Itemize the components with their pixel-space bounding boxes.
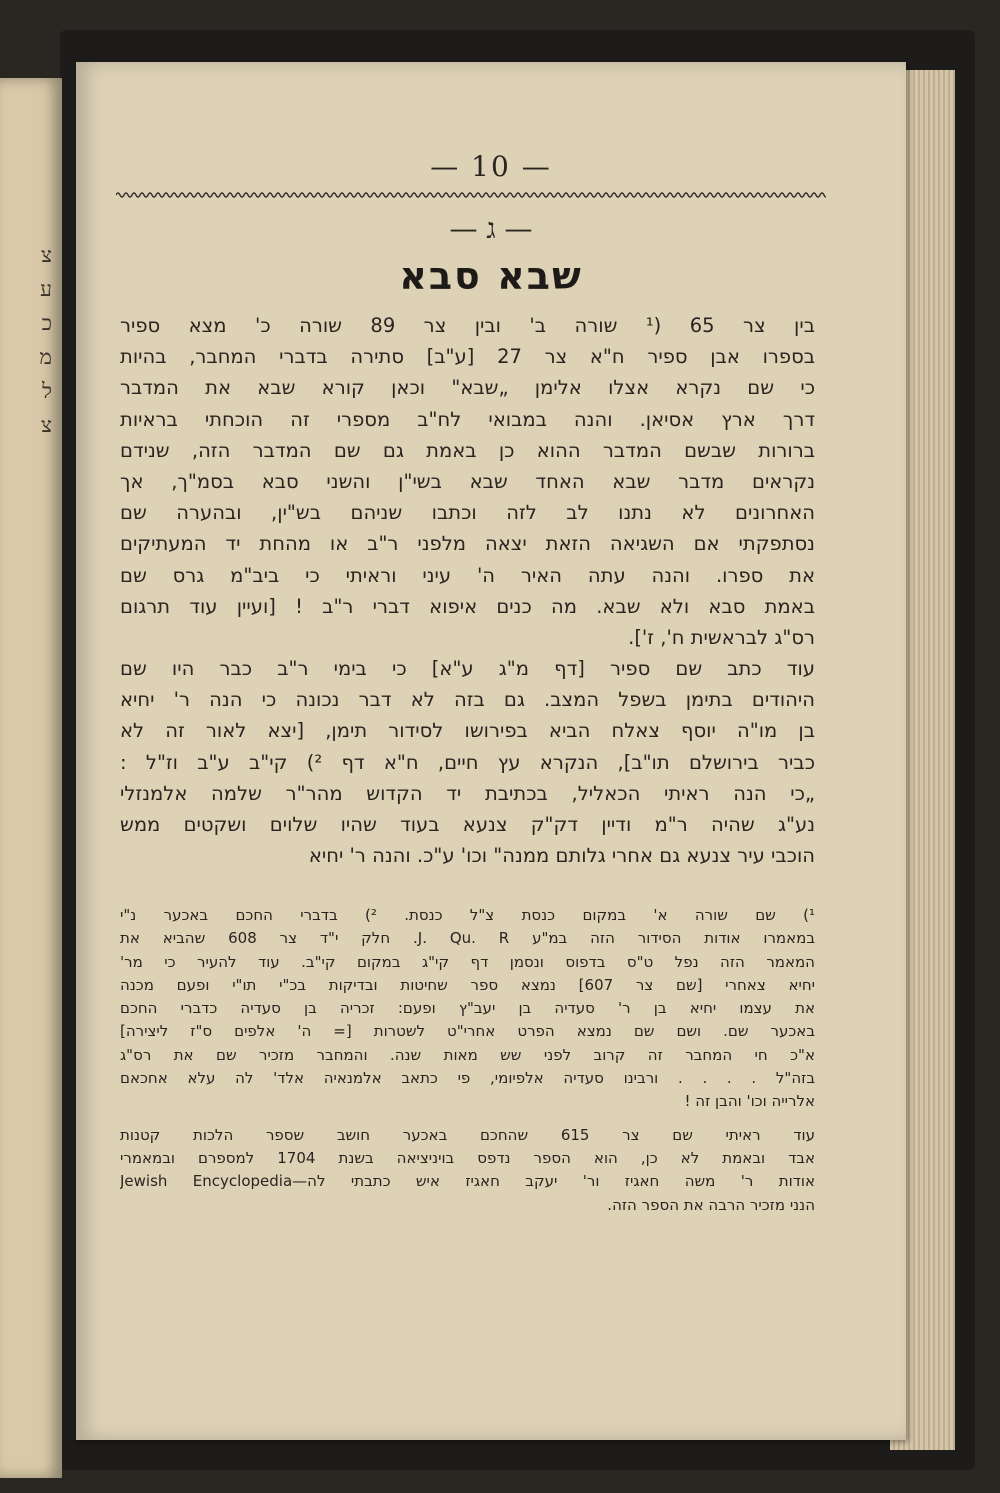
text-line: „כי הנה ראיתי הכאליל, בכתיבת יד הקדוש מהר"ר שלמה אלמנזלי xyxy=(120,781,815,805)
left-page-letter: מ xyxy=(39,345,52,369)
text-line: בין צר 65 (¹ שורה ב' ובין צר 89 שורה כ' מצא ספיר xyxy=(120,314,815,337)
footnote-line: אבד ובאמת לא כן, הוא הספר נדפס בויניציאה בשנת 1704 למספרם ובמאמרי xyxy=(120,1148,815,1167)
footnote-line: באכער שם. ושם שם נמצא הפרט אחרי"ט לשטרות [= ה' אלפים ס"ז ליצירה] xyxy=(120,1022,815,1041)
footnote-line: את עצמו יחיא בן ר' סעדיה בן יעב"ץ ופעם: זכריה בן סעדיה כדברי החכם xyxy=(120,999,815,1018)
footnote-line: עוד ראיתי שם צר 615 שהחכם באכער חושב שספר הלכות קטנות xyxy=(120,1125,815,1144)
body-text xyxy=(120,310,815,871)
footnote-line: בזה"ל . . . . ורבינו סעדיה אלפיומי, פי כתאב אלמנאיה אלד' לה עלא אחכאם xyxy=(120,1069,815,1088)
text-line: הוכבי עיר צנעא גם אחרי גלותם ממנה" וכו' ע"כ. והנה ר' יחיא xyxy=(308,844,815,868)
wavy-divider xyxy=(116,190,826,200)
footnotes xyxy=(120,904,815,1217)
text-line: היהודים בתימן בשפל המצב. גם בזה לא דבר נכונה כי הנה ר' יחיא xyxy=(120,688,815,712)
text-line: בספרו אבן ספיר ח"א צר 27 [ע"ב] סתירה בדברי המחבר, בהיות xyxy=(120,345,815,369)
footnote-line: א"כ חי המחבר זה קרוב לפני שש מאות שנה. והמחבר מזכיר שם את רס"ג xyxy=(120,1045,815,1064)
text-line: עוד כתב שם ספיר [דף מ"ג ע"א] כי בימי ר"ב כבר היו שם xyxy=(120,657,815,681)
left-page-text xyxy=(22,238,52,442)
text-line: ברורות שבשם המדבר ההוא כן באמת גם שם המדבר הזה, שנידם xyxy=(120,438,815,462)
book-page xyxy=(76,62,906,1440)
footnote-line: יחיא צאחרי [שם צר 607] נמצא ספר שחיטות ובדיקות בכ"י תו"י ופעם מכנה xyxy=(120,975,815,994)
left-page-letter: כ xyxy=(41,311,52,335)
text-line: באמת סבא ולא שבא. מה כנים איפוא דברי ר"ב ! [ועיין עוד תרגום xyxy=(120,594,815,618)
text-line: רס"ג לבראשית ח', ז']. xyxy=(628,625,815,649)
page-number: — 10 — xyxy=(430,150,552,183)
footnote-line: אודות ר' משה חאגיז ור' יעקב חאגיז איש כתבתי לה—Jewish Encyclopedia xyxy=(120,1172,815,1191)
left-page-letter: ע xyxy=(40,277,52,301)
footnote-line: ¹) שם שורה א' במקום כנסת צ"ל כנסת. ²) בדברי החכם באכער נ"י xyxy=(120,906,815,924)
left-page-letter: צ xyxy=(40,243,52,267)
left-page-letter: צ xyxy=(40,413,52,437)
text-line: כי שם נקרא אצלו אלימן „שבא" וכאן קורא שבא את המדבר xyxy=(120,376,815,400)
text-line: כביר בירושלם תו"ב], הנקרא עץ חיים, ח"א דף ²) קי"ב ע"ב וז"ל : xyxy=(120,750,815,774)
footnote-line: הנני מזכיר הרבה את הספר הזה. xyxy=(607,1195,815,1214)
footnote-line: במאמרו אודות הסידור הזה במ"ע J. Qu. R. חלק י"ד צר 608 שהביא את xyxy=(120,929,815,948)
left-facing-page xyxy=(0,78,62,1478)
text-line: את ספרו. והנה עתה האיר ה' עיני וראיתי כי ביב"מ גרס שם xyxy=(120,563,815,587)
left-page-letter: ל xyxy=(42,379,52,403)
chapter-title: שבא סבא xyxy=(399,254,583,298)
footnote-line: אלרייה וכו' והבן זה ! xyxy=(684,1092,815,1111)
text-line: נסתפקתי אם השגיאה הזאת יצאה מלפני ר"ב או מהחת יד המעתיקים xyxy=(120,532,815,556)
footnote-line: המאמר הזה נפל ט"ס בדפוס ונסמן דף קי"ג במקום קי"ב. עוד להעיר כי מר' xyxy=(120,952,815,971)
text-line: האחרונים לא נתנו לב לזה וכתבו שניהם בש"ין, ובהערה שם xyxy=(120,501,815,525)
text-line: נקראים מדבר שבא האחד שבא בשי"ן והשני סבא בסמ"ך, אך xyxy=(120,469,815,493)
text-line: בן מו"ה יוסף צאלח הביא בפירושו לסידור תימן, [יצא לאור זה לא xyxy=(120,719,815,743)
chapter-number: — ג — xyxy=(449,212,533,245)
text-line: נע"ג שהיה ר"מ ודיין דק"ק צנעא בעוד שהיו שלוים ושקטים ממש xyxy=(120,813,815,836)
text-line: דרך ארץ אסיאן. והנה במבואי לח"ב מספרי זה הוכחתי בראיות xyxy=(120,407,815,431)
